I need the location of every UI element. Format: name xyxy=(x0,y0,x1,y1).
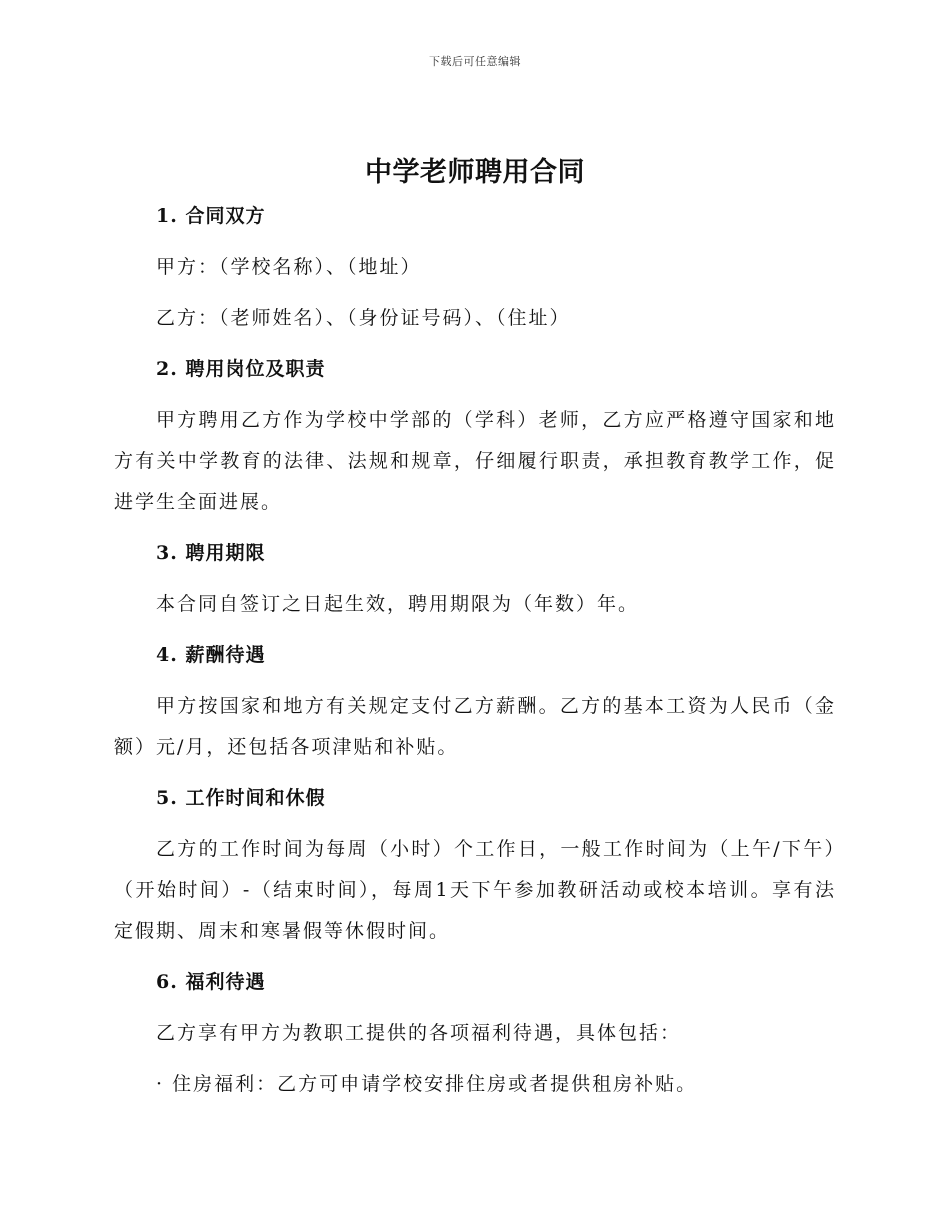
section-paragraph: 甲方聘用乙方作为学校中学部的（学科）老师，乙方应严格遵守国家和地方有关中学教育的法律、法规和规章，仔细履行职责，承担教育教学工作，促进学生全面进展。 xyxy=(114,409,836,513)
section-heading: 2. 聘用岗位及职责 xyxy=(156,358,326,380)
section-paragraph: 甲方按国家和地方有关规定支付乙方薪酬。乙方的基本工资为人民币（金额）元/月，还包括各项津贴和补贴。 xyxy=(114,695,836,758)
section-paragraph: 本合同自签订之日起生效，聘用期限为（年数）年。 xyxy=(156,593,640,615)
section-heading: 4. 薪酬待遇 xyxy=(156,644,266,666)
document-title: 中学老师聘用合同 xyxy=(365,157,585,188)
party-a-line: 甲方：（学校名称）、（地址） xyxy=(156,256,422,278)
section-heading: 1. 合同双方 xyxy=(156,205,266,227)
section-6 xyxy=(114,962,836,1105)
section-4 xyxy=(114,635,836,768)
section-paragraph: 乙方的工作时间为每周（小时）个工作日，一般工作时间为（上午/下午）（开始时间）-（结束时间），每周1天下午参加教研活动或校本培训。享有法定假期、周末和寒暑假等休假时间。 xyxy=(114,838,836,942)
section-heading: 5. 工作时间和休假 xyxy=(156,787,326,809)
section-heading: 6. 福利待遇 xyxy=(156,971,266,993)
section-2 xyxy=(114,349,836,523)
document-body xyxy=(114,196,836,1105)
section-heading: 3. 聘用期限 xyxy=(156,542,266,564)
section-paragraph: 乙方享有甲方为教职工提供的各项福利待遇，具体包括： xyxy=(156,1022,682,1044)
party-b-line: 乙方：（老师姓名）、（身份证号码）、（住址） xyxy=(156,307,571,329)
section-3 xyxy=(114,533,836,625)
bullet-item-housing: · 住房福利：乙方可申请学校安排住房或者提供租房补贴。 xyxy=(156,1073,698,1095)
section-1 xyxy=(114,196,836,339)
section-5 xyxy=(114,778,836,952)
page-header-note: 下载后可任意编辑 xyxy=(429,55,521,68)
